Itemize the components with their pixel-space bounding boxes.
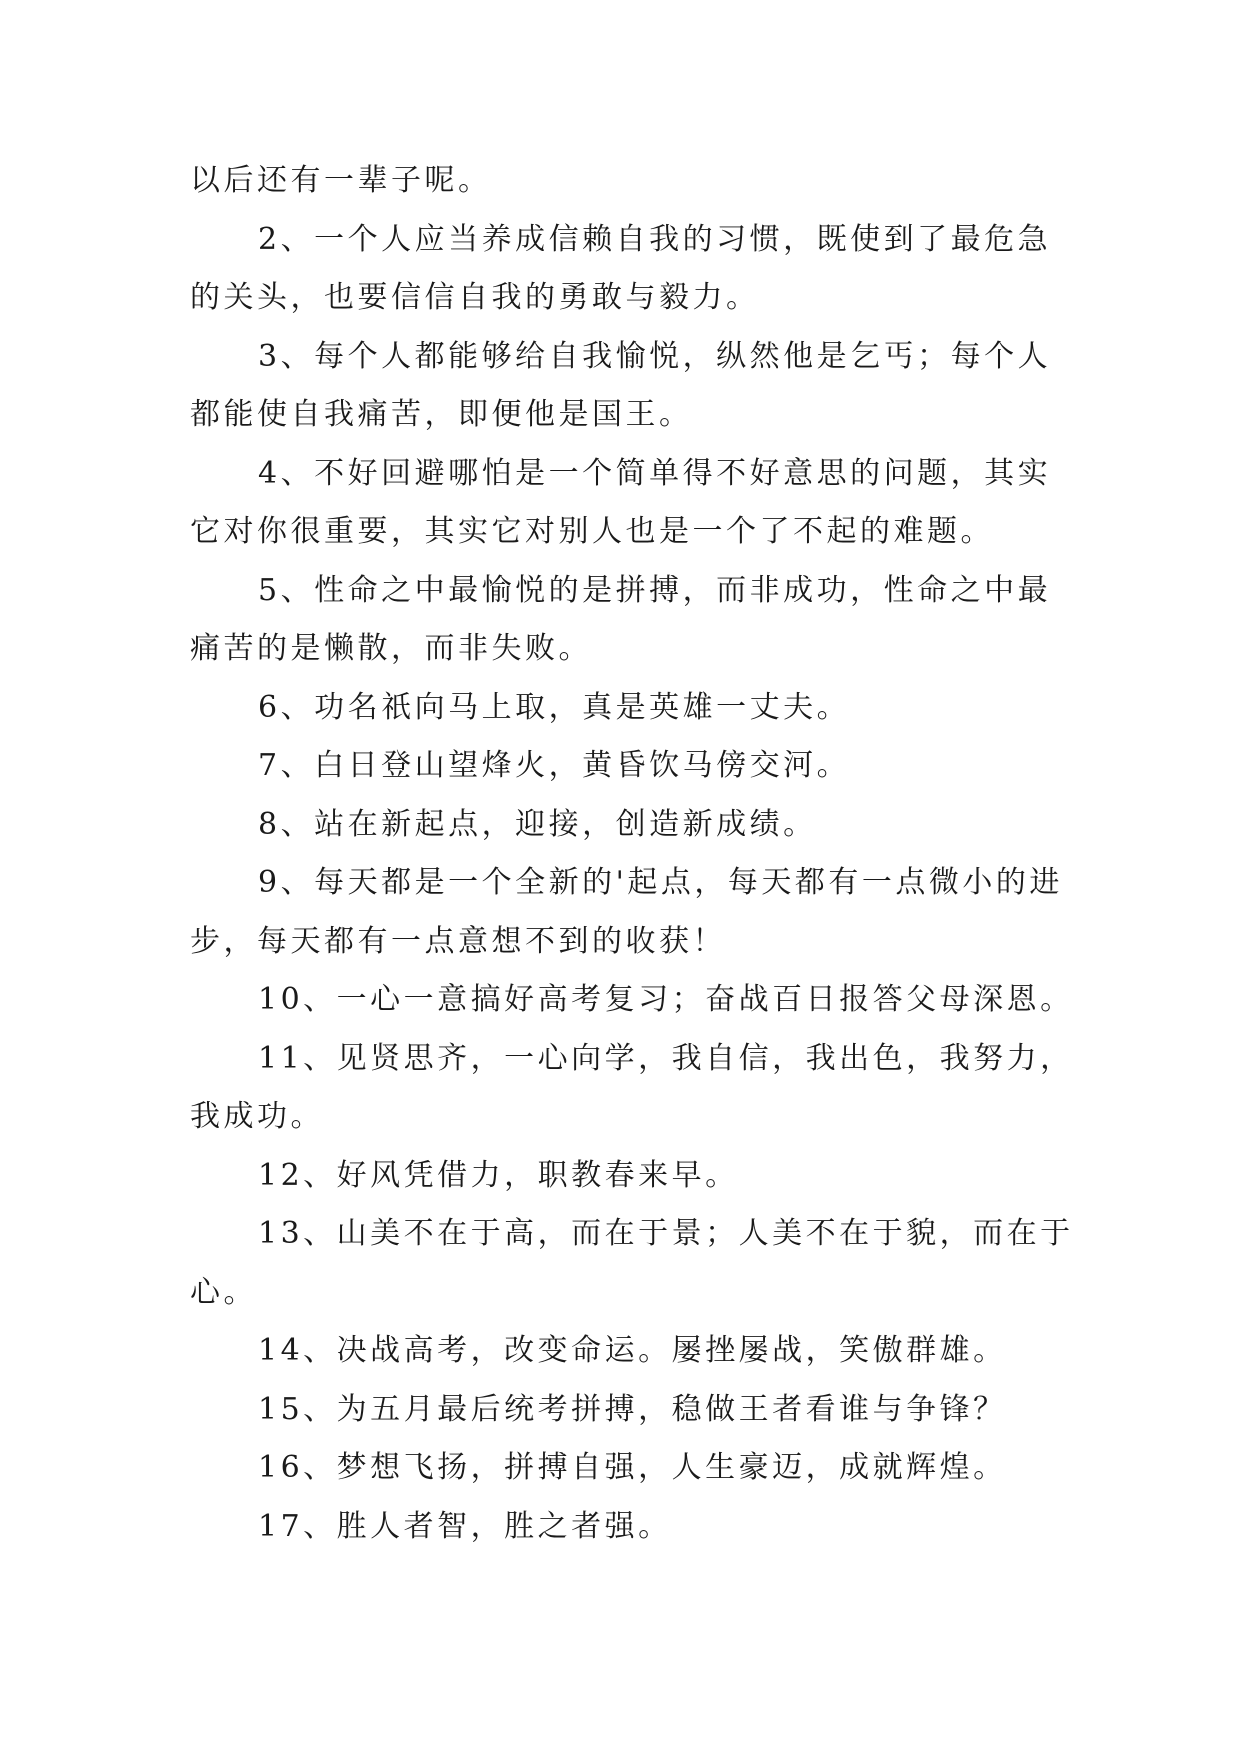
text-line: 步，每天都有一点意想不到的收获！ bbox=[190, 923, 726, 959]
text-line: 2、一个人应当养成信赖自我的习惯，既使到了最危急 bbox=[258, 221, 1052, 257]
text-line: 11、见贤思齐，一心向学，我自信，我出色，我努力， bbox=[258, 1040, 1074, 1076]
text-line: 7、白日登山望烽火，黄昏饮马傍交河。 bbox=[258, 748, 851, 783]
text-line: 13、山美不在于高，而在于景；人美不在于貌，而在于 bbox=[258, 1216, 1074, 1251]
document-body bbox=[190, 152, 1074, 1556]
text-line: 痛苦的是懒散，而非失败。 bbox=[190, 631, 592, 666]
text-line: 8、站在新起点，迎接，创造新成绩。 bbox=[258, 806, 817, 842]
text-line: 17、胜人者智，胜之者强。 bbox=[258, 1508, 672, 1544]
text-line: 5、性命之中最愉悦的是拼搏，而非成功，性命之中最 bbox=[258, 572, 1052, 608]
text-line: 它对你很重要，其实它对别人也是一个了不起的难题。 bbox=[190, 514, 994, 549]
text-line: 4、不好回避哪怕是一个简单得不好意思的问题，其实 bbox=[258, 455, 1052, 491]
text-line: 12、好风凭借力，职教春来早。 bbox=[258, 1157, 739, 1193]
text-line: 都能使自我痛苦，即便他是国王。 bbox=[190, 397, 693, 432]
text-line: 10、一心一意搞好高考复习；奋战百日报答父母深恩。 bbox=[258, 982, 1074, 1017]
text-line: 3、每个人都能够给自我愉悦，纵然他是乞丐；每个人 bbox=[258, 338, 1052, 374]
text-line: 9、每天都是一个全新的'起点，每天都有一点微小的进 bbox=[258, 865, 1063, 900]
text-line: 我成功。 bbox=[190, 1099, 324, 1134]
text-line: 6、功名祇向马上取，真是英雄一丈夫。 bbox=[258, 689, 851, 725]
text-line: 以后还有一辈子呢。 bbox=[190, 163, 492, 198]
text-line: 心。 bbox=[190, 1274, 257, 1310]
text-line: 的关头，也要信信自我的勇敢与毅力。 bbox=[190, 280, 760, 315]
text-line: 15、为五月最后统考拼搏，稳做王者看谁与争锋？ bbox=[258, 1391, 1007, 1427]
text-line: 14、决战高考，改变命运。屡挫屡战，笑傲群雄。 bbox=[258, 1333, 1007, 1368]
text-line: 16、梦想飞扬，拼搏自强，人生豪迈，成就辉煌。 bbox=[258, 1450, 1007, 1485]
